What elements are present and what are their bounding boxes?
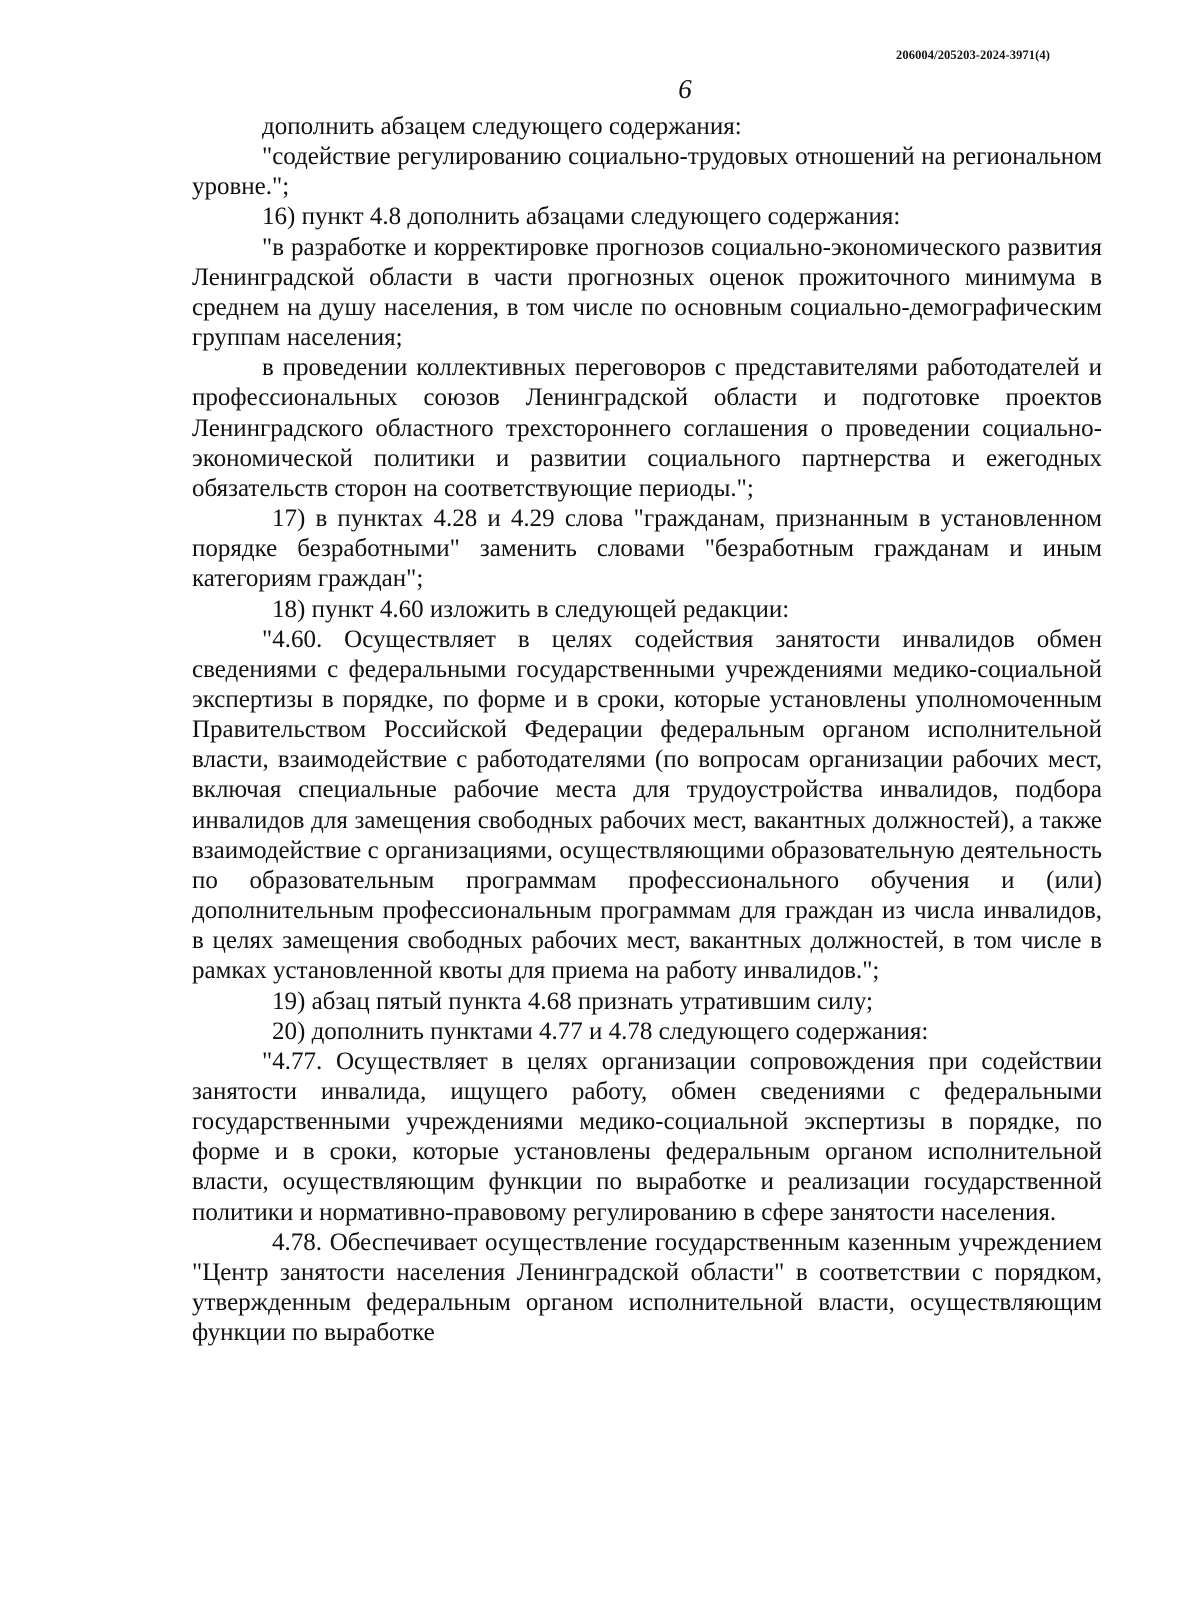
paragraph: дополнить абзацем следующего содержания: bbox=[262, 113, 742, 140]
paragraph: 4.78. Обеспечивает осуществление государственным казенным учреждением "Центр занятости населения Ленинградской области" в соответствии с порядком, утвержденным федеральным органом исполнительной власти, осуществляющим функции по выработке bbox=[192, 1228, 1102, 1347]
paragraph: 20) дополнить пунктами 4.77 и 4.78 следующего содержания: bbox=[272, 1017, 929, 1045]
page-number: 6 bbox=[678, 74, 692, 104]
paragraph: 17) в пунктах 4.28 и 4.29 слова "гражданам, признанным в установленном порядке безработными" заменить словами "безработным гражданам и иным категориям граждан"; bbox=[192, 505, 1102, 593]
paragraph: "содействие регулированию социально-трудовых отношений на региональном уровне."; bbox=[192, 143, 1102, 201]
paragraph: "4.77. Осуществляет в целях организации сопровождения при содействии занятости инвалида, ищущего работу, обмен сведениями с федеральными государственными учреждениями медико-социальной экспертизы в порядке, по форме и в сроки, которые установлены федеральным органом исполнительной власти, осуществляющим функции по выработке и реализации государственной политики и нормативно-правовому регулированию в сфере занятости населения. bbox=[192, 1047, 1102, 1226]
paragraph: 18) пункт 4.60 изложить в следующей редакции: bbox=[272, 595, 790, 623]
document-body bbox=[192, 112, 1102, 1348]
paragraph: 19) абзац пятый пункта 4.68 признать утратившим силу; bbox=[272, 987, 873, 1015]
paragraph: "4.60. Осуществляет в целях содействия занятости инвалидов обмен сведениями с федеральными государственными учреждениями медико-социальной экспертизы в порядке, по форме и в сроки, которые установлены уполномоченным Правительством Российской Федерации федеральным органом исполнительной власти, взаимодействие с работодателями (по вопросам организации рабочих мест, включая специальные рабочие места для трудоустройства инвалидов, подбора инвалидов для замещения свободных рабочих мест, вакантных должностей), а также взаимодействие с организациями, осуществляющими образовательную деятельность по образовательным программам профессионального обучения и (или) дополнительным профессиональным программам для граждан из числа инвалидов, в целях замещения свободных рабочих мест, вакантных должностей, в том числе в рамках установленной квоты для приема на работу инвалидов."; bbox=[192, 625, 1102, 985]
document-registration-number: 206004/205203-2024-3971(4) bbox=[896, 48, 1050, 62]
paragraph: в проведении коллективных переговоров с представителями работодателей и профессиональных союзов Ленинградской области и подготовке проектов Ленинградского областного трехстороннего соглашения о проведении социально-экономической политики и развитии социального партнерства и ежегодных обязательств сторон на соответствующие периоды."; bbox=[192, 354, 1102, 502]
paragraph: "в разработке и корректировке прогнозов социально-экономического развития Ленинградской области в части прогнозных оценок прожиточного минимума в среднем на душу населения, в том числе по основным социально-демографическим группам населения; bbox=[192, 233, 1102, 352]
paragraph: 16) пункт 4.8 дополнить абзацами следующего содержания: bbox=[262, 203, 901, 231]
